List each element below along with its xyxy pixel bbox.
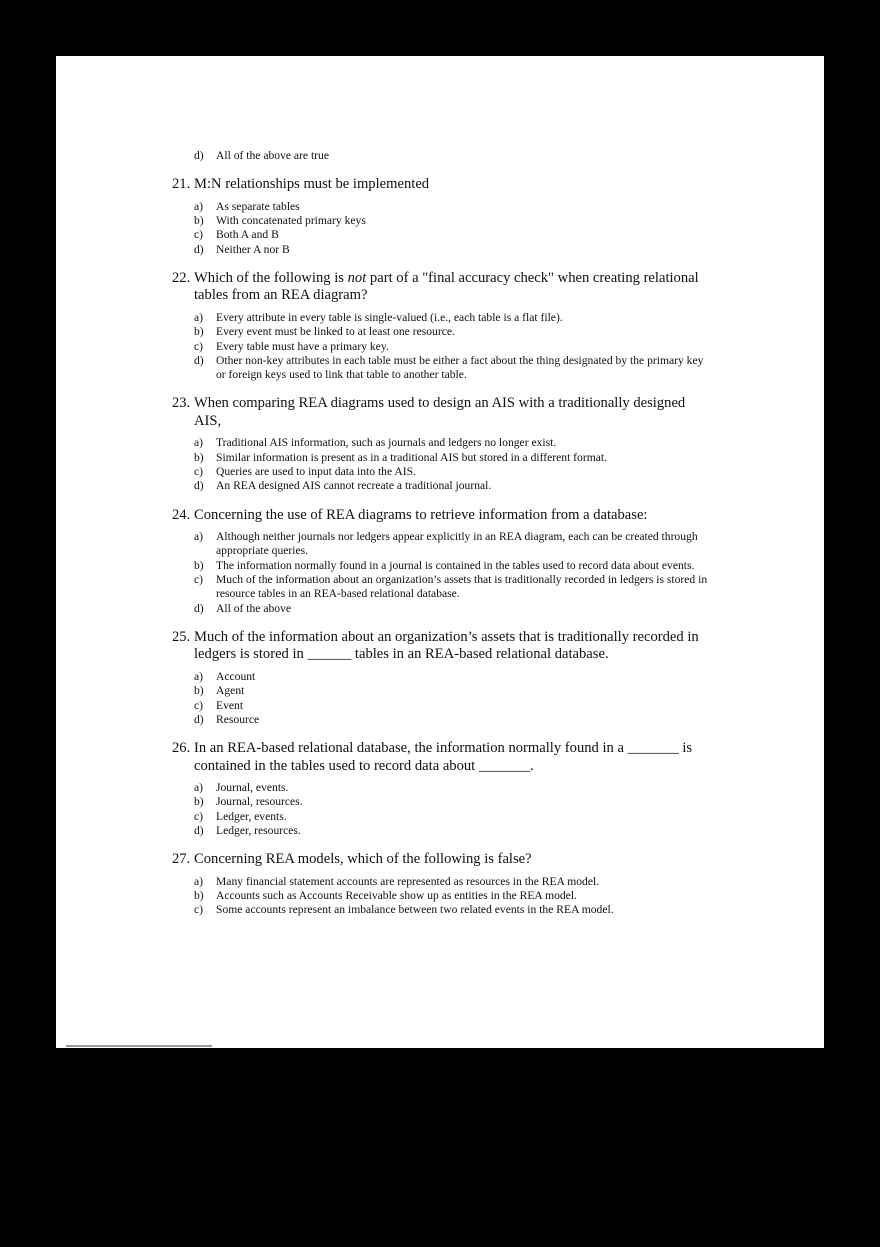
option-a [172,875,712,889]
option-letter: a) [194,530,204,544]
option-text: Some accounts represent an imbalance between two related events in the REA model. [216,903,614,917]
option-text: An REA designed AIS cannot recreate a traditional journal. [216,479,492,493]
option-letter: b) [194,684,204,698]
question-text-after: part of a "final accuracy check" when creating relational tables from an REA diagram? [194,269,699,304]
option-letter: d) [194,242,204,256]
option-d [172,713,712,727]
option-text: Ledger, resources. [216,824,301,838]
option-letter: a) [194,669,204,683]
option-letter: b) [194,450,204,464]
question-stem [172,395,712,430]
option-text: Although neither journals nor ledgers appear explicitly in an REA diagram, each can be created through appropriate queries. [216,530,698,558]
option-b [172,684,712,698]
question-stem [172,176,712,194]
option-letter: d) [194,824,204,838]
carryover-option [172,149,712,163]
question-text-emphasis: not [347,269,367,286]
option-a [172,200,712,214]
question-stem [172,851,712,869]
question-number: 21. [172,176,191,193]
option-b [172,214,712,228]
option-letter: c) [194,465,204,479]
option-letter: a) [194,199,204,213]
option-c [172,903,712,917]
question-22 [172,270,712,382]
option-d [172,479,712,493]
option-text: All of the above [216,601,292,615]
option-list [172,530,712,616]
option-text: Every event must be linked to at least one resource. [216,325,455,339]
option-letter: a) [194,436,204,450]
option-d [172,354,712,383]
option-a [172,530,712,559]
option-letter: c) [194,809,204,823]
option-text: Account [216,669,256,683]
option-a [172,670,712,684]
question-text: Concerning REA models, which of the following is false? [194,851,532,868]
option-letter: c) [194,573,204,587]
option-text: Other non-key attributes in each table must be either a fact about the thing designated by the primary key or foreign keys used to link that table to another table. [216,353,704,382]
option-a [172,781,712,795]
option-letter: b) [194,889,204,903]
question-text: Concerning the use of REA diagrams to retrieve information from a database: [194,506,648,523]
option-text: Neither A nor B [216,242,290,256]
option-text: Event [216,698,244,712]
question-number: 27. [172,851,191,868]
page-content [172,149,712,918]
question-text: When comparing REA diagrams used to design an AIS with a traditionally designed AIS, [194,395,686,429]
option-letter: b) [194,558,204,572]
question-number: 22. [172,269,191,286]
option-letter: d) [194,712,204,726]
option-b [172,559,712,573]
option-text: Traditional AIS information, such as journals and ledgers no longer exist. [216,436,557,450]
question-text: Much of the information about an organization’s assets that is traditionally recorded in ledgers is stored in ______ tables in an REA-based relational database. [194,628,699,663]
option-letter: b) [194,795,204,809]
option-letter: c) [194,903,204,917]
option-letter: a) [194,310,204,324]
option-text: Many financial statement accounts are represented as resources in the REA model. [216,874,600,888]
option-text: As separate tables [216,199,300,213]
question-21 [172,176,712,257]
option-text: Journal, events. [216,781,289,795]
question-26 [172,740,712,838]
option-c [172,340,712,354]
question-number: 26. [172,740,191,757]
option-b [172,795,712,809]
option-text: Every table must have a primary key. [216,339,389,353]
question-stem [172,629,712,664]
option-letter: a) [194,781,204,795]
option-list [172,670,712,727]
question-27 [172,851,712,917]
option-text: Resource [216,712,260,726]
option-list [172,781,712,838]
option-letter: b) [194,325,204,339]
option-d [172,602,712,616]
option-letter: c) [194,698,204,712]
option-text: The information normally found in a journal is contained in the tables used to record data about events. [216,558,695,572]
footnote-separator [66,1045,212,1047]
option-letter: c) [194,339,204,353]
option-b [172,451,712,465]
option-text: Both A and B [216,228,279,242]
question-number: 23. [172,395,191,412]
option-letter: a) [194,874,204,888]
option-letter: d) [194,479,204,493]
option-a [172,311,712,325]
question-text [194,270,712,305]
option-letter: d) [194,601,204,615]
option-c [172,810,712,824]
option-d [172,824,712,838]
option-letter: c) [194,228,204,242]
option-b [172,325,712,339]
question-23 [172,395,712,493]
option-text: Every attribute in every table is single-valued (i.e., each table is a flat file). [216,310,563,324]
question-stem [172,270,712,305]
option-a [172,436,712,450]
option-c [172,465,712,479]
question-number: 24. [172,506,191,523]
option-text: Journal, resources. [216,795,303,809]
option-text: All of the above are true [216,149,329,162]
option-c [172,228,712,242]
option-text: With concatenated primary keys [216,214,366,228]
option-list [172,875,712,918]
option-text: Accounts such as Accounts Receivable show up as entities in the REA model. [216,889,577,903]
option-letter: b) [194,214,204,228]
option-list [172,436,712,493]
question-stem [172,740,712,775]
question-text: M:N relationships must be implemented [194,176,430,193]
question-stem [172,507,712,525]
question-25 [172,629,712,727]
option-text: Much of the information about an organization’s assets that is traditionally recorded in ledgers is stored in resource tables in an REA-based relational database. [216,573,708,601]
option-text: Similar information is present as in a traditional AIS but stored in a different format. [216,450,607,464]
option-list [172,200,712,257]
option-b [172,889,712,903]
option-text: Queries are used to input data into the AIS. [216,465,416,479]
option-text: Ledger, events. [216,809,287,823]
option-c [172,699,712,713]
option-list [172,311,712,382]
question-24 [172,507,712,616]
option-d [172,243,712,257]
option-text: Agent [216,684,245,698]
question-text: In an REA-based relational database, the information normally found in a _______ is contained in the tables used to record data about _______. [194,740,693,774]
option-c [172,573,712,602]
question-text-before: Which of the following is [194,269,348,286]
option-letter: d) [194,353,204,367]
document-page [56,56,824,1048]
option-letter: d) [194,149,204,162]
question-number: 25. [172,628,191,645]
